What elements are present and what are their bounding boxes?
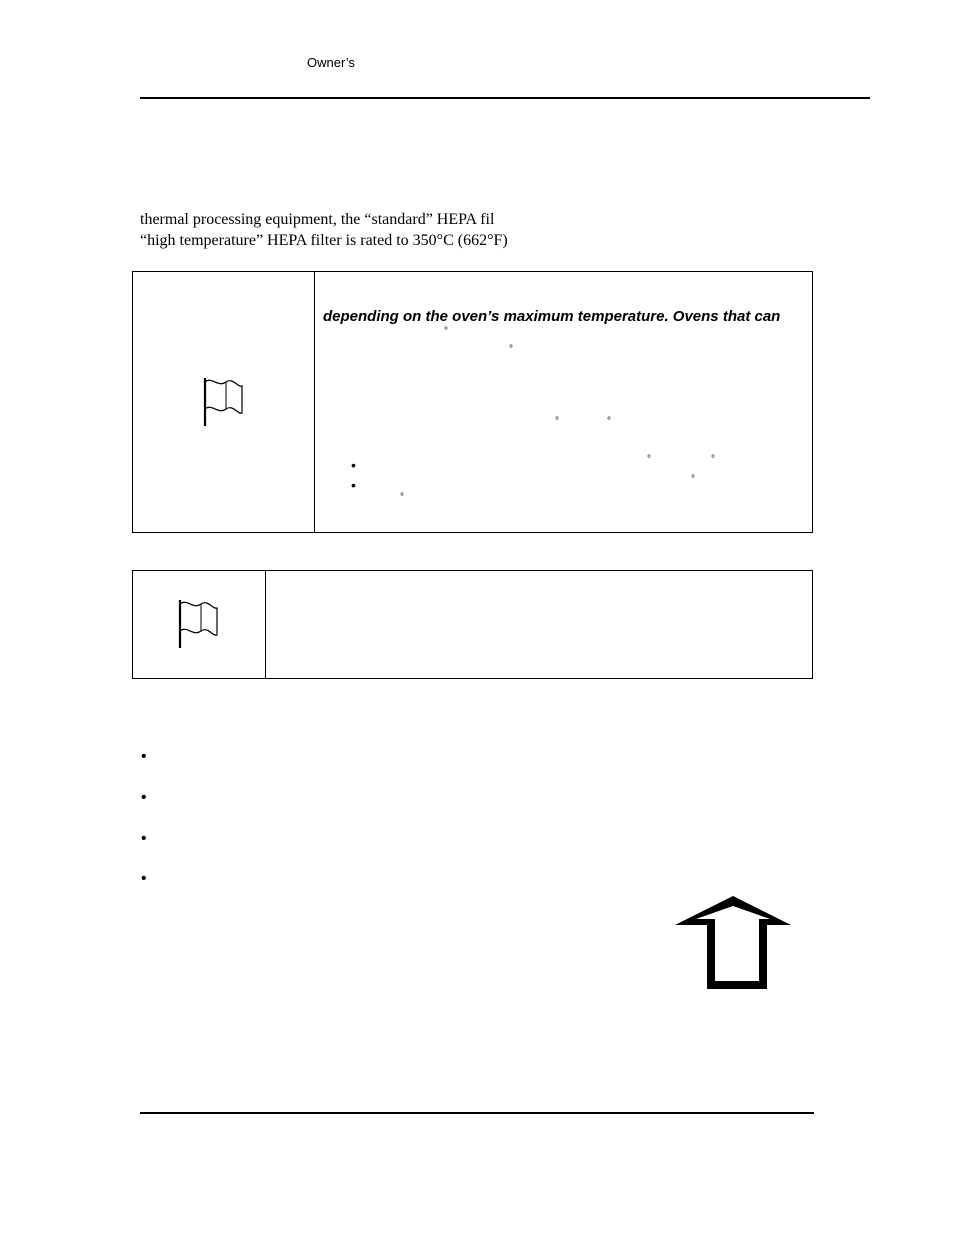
note-bullet: • (351, 477, 356, 493)
degree-mark: ° (400, 492, 404, 503)
flag-icon (175, 598, 219, 650)
up-arrow-icon (670, 892, 796, 994)
header-rule (140, 97, 870, 99)
degree-mark: ° (691, 474, 695, 485)
footer-rule (140, 1112, 814, 1114)
header-title: Owner’s (307, 55, 355, 70)
degree-mark: ° (647, 454, 651, 465)
body-line-2: “high temperature” HEPA filter is rated to 350°C (662°F) (140, 232, 508, 249)
note-box-2-divider (265, 570, 266, 679)
list-bullet: • (141, 830, 147, 847)
flag-icon (200, 376, 244, 428)
list-bullet: • (141, 870, 147, 887)
list-bullet: • (141, 789, 147, 806)
degree-mark: ° (607, 416, 611, 427)
note-bullet: • (351, 457, 356, 473)
degree-mark: ° (711, 454, 715, 465)
note-box-1-divider (314, 271, 315, 533)
degree-mark: ° (555, 416, 559, 427)
degree-mark: ° (444, 326, 448, 337)
note-box-2 (132, 570, 813, 679)
note-box-1-text: depending on the oven’s maximum temperature. Ovens that can (323, 308, 781, 325)
body-line-1: thermal processing equipment, the “standard” HEPA fil (140, 211, 495, 228)
list-bullet: • (141, 748, 147, 765)
degree-mark: ° (509, 344, 513, 355)
